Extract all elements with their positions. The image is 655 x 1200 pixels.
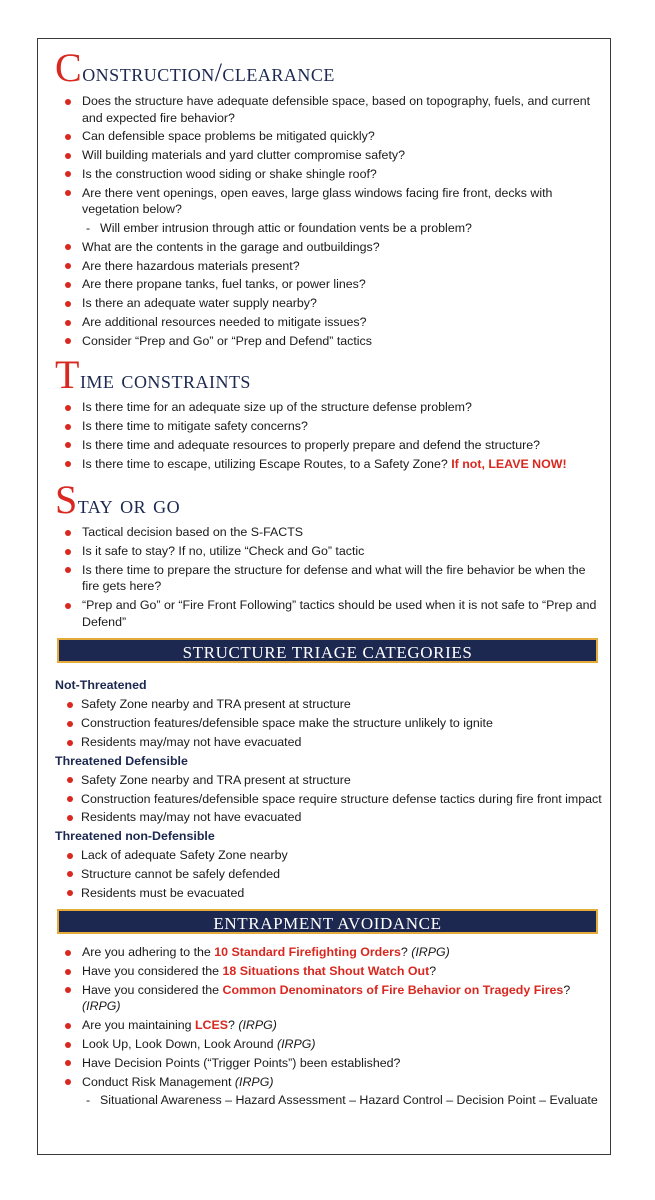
category-list xyxy=(55,847,603,901)
list-item: Structure cannot be safely defended xyxy=(55,866,603,883)
list-item: Have you considered the Common Denominators of Fire Behavior on Tragedy Fires? (IRPG) xyxy=(55,982,603,1015)
bullet-icon xyxy=(65,549,71,555)
list-item: Does the structure have adequate defensible space, based on topography, fuels, and current and expected fire behavior? xyxy=(55,93,603,126)
dash-icon: - xyxy=(86,1093,91,1108)
standard-orders-link[interactable]: 10 Standard Firefighting Orders xyxy=(214,945,401,960)
bullet-icon xyxy=(65,244,71,250)
triage-banner: STRUCTURE TRIAGE CATEGORIES xyxy=(57,638,598,663)
list-item: Consider “Prep and Go” or “Prep and Defend” tactics xyxy=(55,333,603,350)
time-list xyxy=(55,399,603,472)
bullet-icon xyxy=(65,424,71,430)
bullet-icon xyxy=(67,871,73,877)
bullet-icon xyxy=(65,338,71,344)
heading-initial: C xyxy=(55,45,83,90)
list-item: Is there time to prepare the structure for defense and what will the fire behavior be when the fire gets here? xyxy=(55,562,603,595)
list-item: Is there time and adequate resources to properly prepare and defend the structure? xyxy=(55,437,603,454)
watch-out-situations-link[interactable]: 18 Situations that Shout Watch Out xyxy=(222,964,430,979)
bullet-icon xyxy=(65,567,71,573)
heading-initial: T xyxy=(55,352,80,398)
bullet-icon xyxy=(65,301,71,307)
bullet-icon xyxy=(65,171,71,177)
bullet-icon xyxy=(65,320,71,326)
list-item: Are there hazardous materials present? xyxy=(55,258,603,275)
category-title: Threatened Defensible xyxy=(55,753,188,768)
bullet-icon xyxy=(65,442,71,448)
list-item: Construction features/defensible space make the structure unlikely to ignite xyxy=(55,715,603,732)
construction-list xyxy=(55,93,603,349)
heading-rest: tay or go xyxy=(77,490,181,520)
bullet-icon xyxy=(65,1079,71,1085)
bullet-icon xyxy=(65,405,71,411)
list-item: Have you considered the 18 Situations that Shout Watch Out? xyxy=(55,963,603,980)
list-item: Is there time to escape, utilizing Escape Routes, to a Safety Zone? If not, LEAVE NOW! xyxy=(55,456,603,473)
list-item: Are additional resources needed to mitigate issues? xyxy=(55,314,603,331)
list-item: Lack of adequate Safety Zone nearby xyxy=(55,847,603,864)
list-item: Are there vent openings, open eaves, large glass windows facing fire front, decks with vegetation below? xyxy=(55,185,603,218)
bullet-icon xyxy=(65,950,71,956)
heading-initial: S xyxy=(55,477,78,523)
stay-list xyxy=(55,524,603,630)
bullet-icon xyxy=(67,777,73,783)
common-denominators-link[interactable]: Common Denominators of Fire Behavior on Tragedy Fires xyxy=(222,982,564,997)
bullet-icon xyxy=(67,796,73,802)
list-item: “Prep and Go” or “Fire Front Following” tactics should be used when it is not safe to “Prep and Defend” xyxy=(55,597,603,630)
construction-heading xyxy=(55,45,603,90)
bullet-icon xyxy=(65,1042,71,1048)
bullet-icon xyxy=(65,461,71,467)
sub-list-item: - Will ember intrusion through attic or foundation vents be a problem? xyxy=(86,221,472,236)
bullet-icon xyxy=(65,282,71,288)
list-item: Have Decision Points (“Trigger Points”) been established? xyxy=(55,1055,603,1072)
heading-rest: onstruction/clearance xyxy=(82,58,335,87)
dash-icon: - xyxy=(86,221,91,236)
list-item: Residents must be evacuated xyxy=(55,885,603,902)
entrapment-banner: ENTRAPMENT AVOIDANCE xyxy=(57,909,598,934)
category-title: Threatened non-Defensible xyxy=(55,829,215,844)
list-item: Conduct Risk Management (IRPG) xyxy=(55,1074,603,1091)
leave-now-warning: If not, LEAVE NOW! xyxy=(451,456,567,471)
bullet-icon xyxy=(65,530,71,536)
category-list xyxy=(55,772,603,826)
list-item: Tactical decision based on the S-FACTS xyxy=(55,524,603,541)
list-item: What are the contents in the garage and outbuildings? xyxy=(55,239,603,256)
list-item: Is the construction wood siding or shake shingle roof? xyxy=(55,166,603,183)
card-content xyxy=(55,45,603,1111)
bullet-icon xyxy=(67,815,73,821)
bullet-icon xyxy=(65,153,71,159)
list-item: Are there propane tanks, fuel tanks, or power lines? xyxy=(55,276,603,293)
lces-link[interactable]: LCES xyxy=(194,1018,229,1033)
list-item: Is there time to mitigate safety concerns? xyxy=(55,418,603,435)
list-item: Are you maintaining LCES? (IRPG) xyxy=(55,1017,603,1034)
bullet-icon xyxy=(67,890,73,896)
list-item: Is it safe to stay? If no, utilize “Check and Go” tactic xyxy=(55,543,603,560)
bullet-icon xyxy=(67,702,73,708)
sub-list-item: - Situational Awareness – Hazard Assessment – Hazard Control – Decision Point – Evaluate xyxy=(86,1093,598,1108)
stay-heading xyxy=(55,477,603,523)
bullet-icon xyxy=(65,134,71,140)
list-item: Are you adhering to the 10 Standard Firefighting Orders? (IRPG) xyxy=(55,944,603,961)
list-item: Residents may/may not have evacuated xyxy=(55,734,603,751)
bullet-icon xyxy=(65,987,71,993)
bullet-icon xyxy=(65,603,71,609)
list-item: Safety Zone nearby and TRA present at structure xyxy=(55,772,603,789)
list-item: Residents may/may not have evacuated xyxy=(55,809,603,826)
bullet-icon xyxy=(65,263,71,269)
bullet-icon xyxy=(65,99,71,105)
heading-rest: ime constraints xyxy=(79,365,251,395)
list-item: Can defensible space problems be mitigated quickly? xyxy=(55,128,603,145)
list-item: Construction features/defensible space require structure defense tactics during fire front impact xyxy=(55,791,603,808)
category-title: Not-Threatened xyxy=(55,678,147,693)
list-item: Safety Zone nearby and TRA present at structure xyxy=(55,696,603,713)
bullet-icon xyxy=(67,853,73,859)
bullet-icon xyxy=(65,190,71,196)
bullet-icon xyxy=(65,969,71,975)
category-list xyxy=(55,696,603,750)
entrapment-list xyxy=(55,944,603,1109)
bullet-icon xyxy=(65,1060,71,1066)
time-heading xyxy=(55,352,603,398)
bullet-icon xyxy=(65,1023,71,1029)
bullet-icon xyxy=(67,721,73,727)
list-item: Will building materials and yard clutter compromise safety? xyxy=(55,147,603,164)
list-item: Is there an adequate water supply nearby? xyxy=(55,295,603,312)
list-item: Is there time for an adequate size up of the structure defense problem? xyxy=(55,399,603,416)
bullet-icon xyxy=(67,740,73,746)
list-item: Look Up, Look Down, Look Around (IRPG) xyxy=(55,1036,603,1053)
